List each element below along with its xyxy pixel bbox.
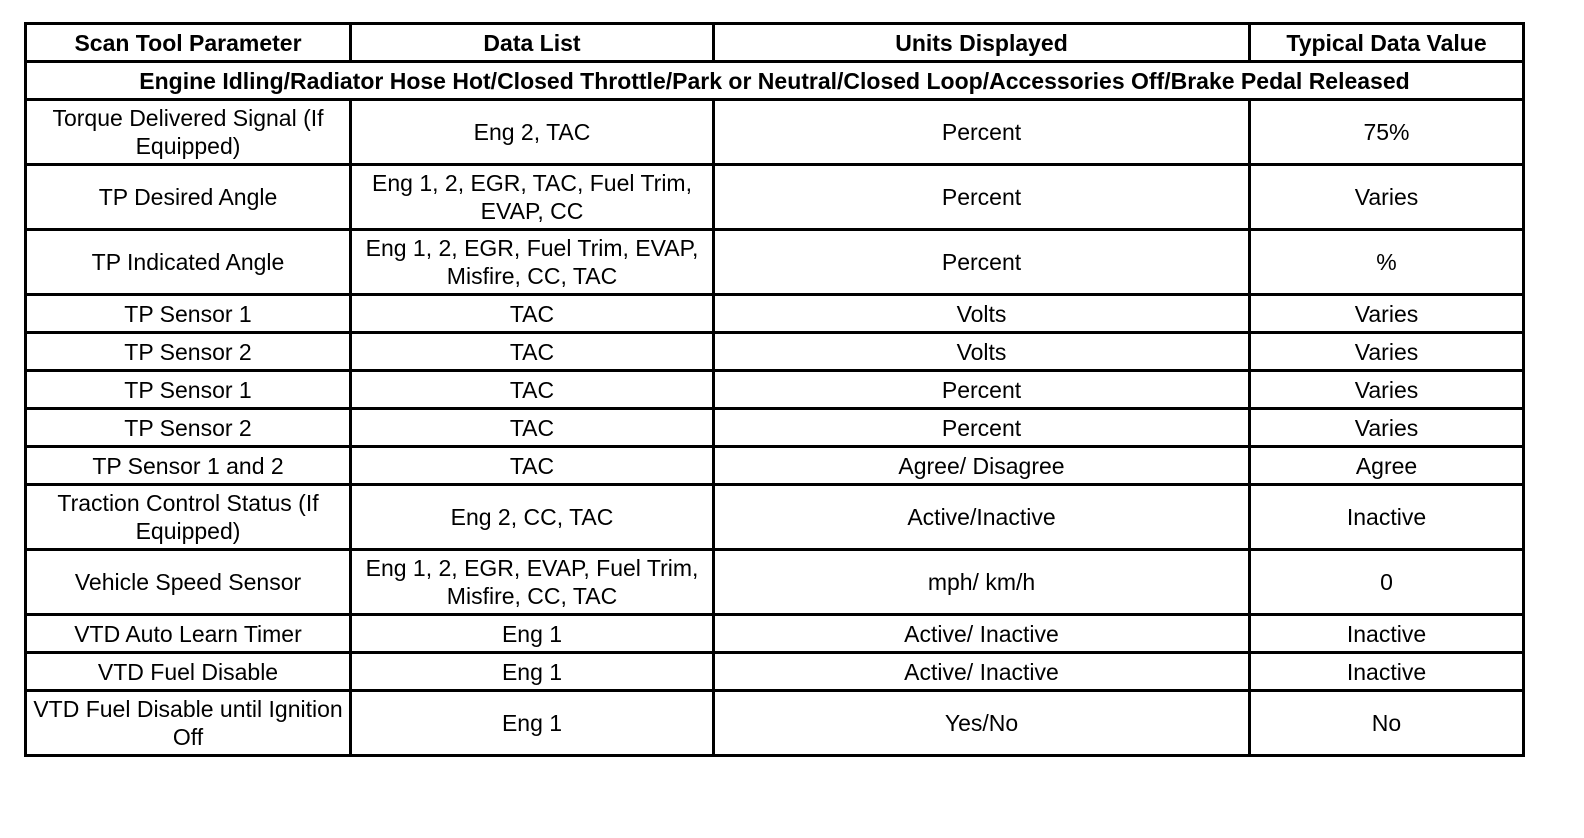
operating-condition: Engine Idling/Radiator Hose Hot/Closed Throttle/Park or Neutral/Closed Loop/Accessories Off/Brake Pedal Released xyxy=(26,62,1524,100)
cell-units: Volts xyxy=(714,295,1250,333)
table-row xyxy=(26,295,1524,333)
table-row xyxy=(26,409,1524,447)
header-typical-data-value: Typical Data Value xyxy=(1250,24,1524,62)
cell-typical: Inactive xyxy=(1250,653,1524,691)
cell-parameter: TP Sensor 2 xyxy=(26,333,351,371)
table-row xyxy=(26,485,1524,550)
cell-units: Percent xyxy=(714,371,1250,409)
cell-units: Active/ Inactive xyxy=(714,653,1250,691)
cell-typical: Agree xyxy=(1250,447,1524,485)
table-row xyxy=(26,691,1524,756)
header-units-displayed: Units Displayed xyxy=(714,24,1250,62)
cell-typical: Varies xyxy=(1250,409,1524,447)
cell-parameter: TP Indicated Angle xyxy=(26,230,351,295)
cell-parameter: TP Desired Angle xyxy=(26,165,351,230)
cell-parameter: VTD Fuel Disable until Ignition Off xyxy=(26,691,351,756)
cell-units: Yes/No xyxy=(714,691,1250,756)
cell-parameter: TP Sensor 1 and 2 xyxy=(26,447,351,485)
cell-typical: % xyxy=(1250,230,1524,295)
cell-units: Percent xyxy=(714,165,1250,230)
table-row xyxy=(26,371,1524,409)
cell-units: mph/ km/h xyxy=(714,550,1250,615)
cell-data-list: Eng 1, 2, EGR, TAC, Fuel Trim, EVAP, CC xyxy=(351,165,714,230)
table-row xyxy=(26,653,1524,691)
cell-data-list: TAC xyxy=(351,333,714,371)
cell-typical: Varies xyxy=(1250,165,1524,230)
cell-units: Percent xyxy=(714,230,1250,295)
cell-parameter: VTD Auto Learn Timer xyxy=(26,615,351,653)
cell-data-list: Eng 1, 2, EGR, EVAP, Fuel Trim, Misfire, CC, TAC xyxy=(351,550,714,615)
cell-data-list: Eng 1 xyxy=(351,653,714,691)
cell-units: Agree/ Disagree xyxy=(714,447,1250,485)
cell-data-list: Eng 1 xyxy=(351,691,714,756)
cell-data-list: TAC xyxy=(351,371,714,409)
cell-parameter: Torque Delivered Signal (If Equipped) xyxy=(26,100,351,165)
header-scan-tool-parameter: Scan Tool Parameter xyxy=(26,24,351,62)
cell-data-list: Eng 2, TAC xyxy=(351,100,714,165)
cell-parameter: TP Sensor 2 xyxy=(26,409,351,447)
header-data-list: Data List xyxy=(351,24,714,62)
table-row xyxy=(26,550,1524,615)
cell-data-list: Eng 2, CC, TAC xyxy=(351,485,714,550)
cell-data-list: Eng 1 xyxy=(351,615,714,653)
cell-typical: Varies xyxy=(1250,371,1524,409)
table-row xyxy=(26,615,1524,653)
cell-data-list: TAC xyxy=(351,447,714,485)
cell-units: Active/ Inactive xyxy=(714,615,1250,653)
cell-parameter: Traction Control Status (If Equipped) xyxy=(26,485,351,550)
cell-typical: Varies xyxy=(1250,333,1524,371)
cell-parameter: TP Sensor 1 xyxy=(26,371,351,409)
cell-data-list: Eng 1, 2, EGR, Fuel Trim, EVAP, Misfire, CC, TAC xyxy=(351,230,714,295)
table-row xyxy=(26,100,1524,165)
table-row xyxy=(26,447,1524,485)
cell-typical: Inactive xyxy=(1250,615,1524,653)
cell-data-list: TAC xyxy=(351,295,714,333)
cell-units: Percent xyxy=(714,409,1250,447)
cell-typical: Inactive xyxy=(1250,485,1524,550)
scan-tool-data-table xyxy=(24,22,1525,757)
cell-typical: 75% xyxy=(1250,100,1524,165)
cell-parameter: Vehicle Speed Sensor xyxy=(26,550,351,615)
condition-row xyxy=(26,62,1524,100)
cell-typical: No xyxy=(1250,691,1524,756)
table-row xyxy=(26,333,1524,371)
cell-data-list: TAC xyxy=(351,409,714,447)
cell-typical: 0 xyxy=(1250,550,1524,615)
cell-parameter: VTD Fuel Disable xyxy=(26,653,351,691)
cell-parameter: TP Sensor 1 xyxy=(26,295,351,333)
cell-units: Volts xyxy=(714,333,1250,371)
cell-units: Percent xyxy=(714,100,1250,165)
cell-units: Active/Inactive xyxy=(714,485,1250,550)
header-row xyxy=(26,24,1524,62)
table-row xyxy=(26,230,1524,295)
table-row xyxy=(26,165,1524,230)
cell-typical: Varies xyxy=(1250,295,1524,333)
